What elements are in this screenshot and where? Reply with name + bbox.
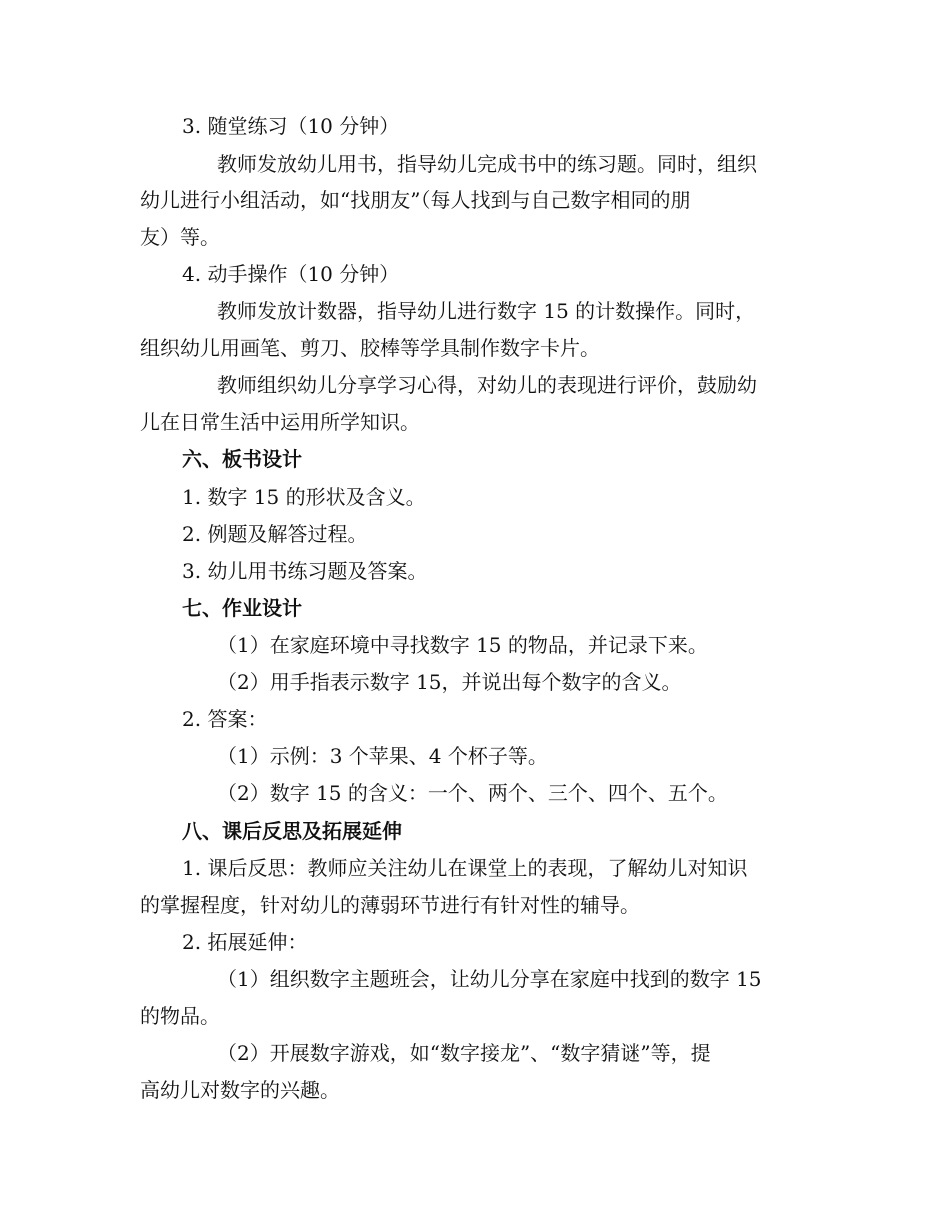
list-item: （2）用手指表示数字 15，并说出每个数字的含义。 [217, 670, 682, 694]
list-item: 3. 幼儿用书练习题及答案。 [182, 559, 428, 583]
list-item: （1）组织数字主题班会，让幼儿分享在家庭中找到的数字 15 [217, 967, 762, 991]
paragraph-line: 组织幼儿用画笔、剪刀、胶棒等学具制作数字卡片。 [140, 336, 600, 360]
list-item: （2）开展数字游戏，如“数字接龙”、“数字猜谜”等，提 [217, 1041, 711, 1065]
list-item: （1）示例：3 个苹果、4 个杯子等。 [217, 744, 548, 768]
section-heading-8: 八、课后反思及拓展延伸 [182, 819, 402, 843]
paragraph-line: 教师组织幼儿分享学习心得，对幼儿的表现进行评价，鼓励幼 [217, 373, 757, 397]
list-item: （2）数字 15 的含义：一个、两个、三个、四个、五个。 [217, 781, 728, 805]
list-item: 2. 答案： [182, 707, 268, 731]
list-item: （1）在家庭环境中寻找数字 15 的物品，并记录下来。 [217, 633, 708, 657]
item-4-heading: 4. 动手操作（10 分钟） [182, 262, 400, 286]
list-item: 2. 拓展延伸： [182, 930, 308, 954]
list-item: 2. 例题及解答过程。 [182, 522, 368, 546]
list-item: 1. 课后反思：教师应关注幼儿在课堂上的表现，了解幼儿对知识 [182, 856, 748, 880]
item-3-heading: 3. 随堂练习（10 分钟） [182, 114, 400, 138]
list-item: 1. 数字 15 的形状及含义。 [182, 485, 426, 509]
paragraph-line: 的掌握程度，针对幼儿的薄弱环节进行有针对性的辅导。 [140, 893, 640, 917]
paragraph-line: 儿在日常生活中运用所学知识。 [140, 410, 420, 434]
paragraph-line: 教师发放计数器，指导幼儿进行数字 15 的计数操作。同时， [217, 299, 756, 323]
paragraph-line: 高幼儿对数字的兴趣。 [140, 1078, 340, 1102]
section-heading-7: 七、作业设计 [182, 596, 302, 620]
paragraph-line: 幼儿进行小组活动，如“找朋友”（每人找到与自己数字相同的朋 [140, 188, 691, 212]
paragraph-line: 教师发放幼儿用书，指导幼儿完成书中的练习题。同时，组织 [217, 152, 757, 176]
paragraph-line: 友）等。 [140, 225, 220, 249]
paragraph-line: 的物品。 [140, 1004, 220, 1028]
section-heading-6: 六、板书设计 [182, 447, 302, 471]
